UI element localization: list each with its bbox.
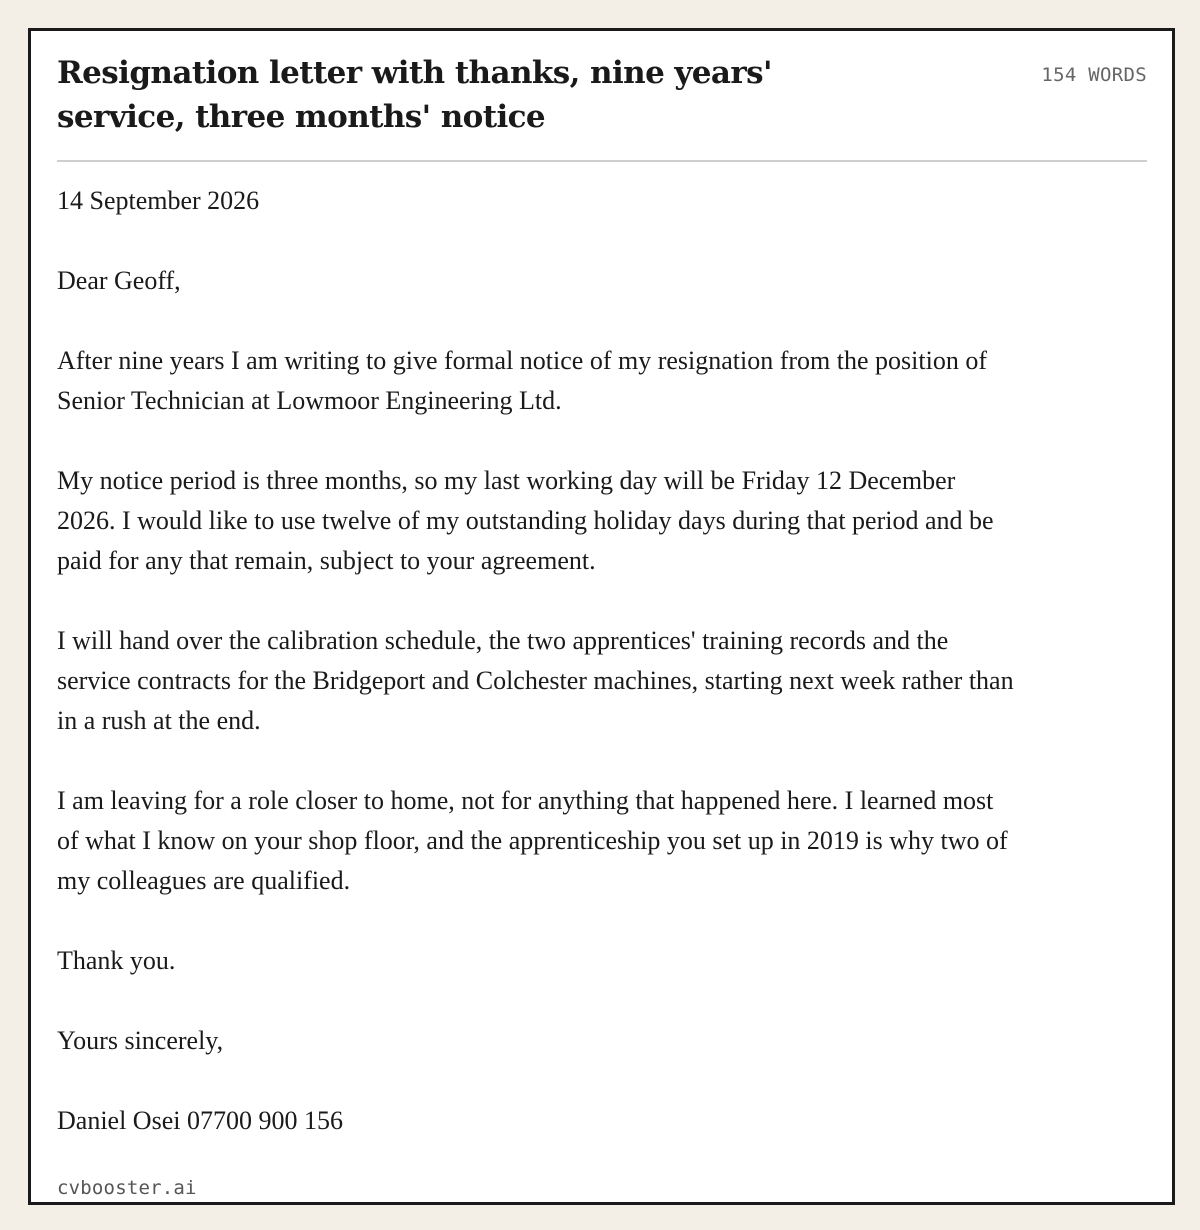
letter-closing: Yours sincerely,: [57, 1026, 224, 1055]
letter-paragraph: Thank you.: [57, 946, 176, 975]
letter-signature: Daniel Osei 07700 900 156: [57, 1106, 343, 1135]
header-divider: [57, 160, 1147, 162]
letter-card: [28, 28, 1175, 1205]
letter-date: 14 September 2026: [57, 186, 260, 215]
letter-header: [57, 51, 1147, 161]
letter-paragraph: My notice period is three months, so my last working day will be Friday 12 December 2026. I would like to use twelve of my outstanding holiday days during that period and be paid for any that remain, subject to your agreement.: [57, 466, 994, 575]
letter-paragraph: I am leaving for a role closer to home, not for anything that happened here. I learned most of what I know on your shop floor, and the apprenticeship you set up in 2019 is why two of my colleagues are qualified.: [57, 786, 1008, 895]
letter-paragraph: I will hand over the calibration schedule, the two apprentices' training records and the service contracts for the Bridgeport and Colchester machines, starting next week rather than in a rush at the end.: [57, 626, 1014, 735]
letter-body: [57, 181, 1017, 1141]
letter-salutation: Dear Geoff,: [57, 266, 181, 295]
word-count-badge: 154 WORDS: [1041, 64, 1147, 86]
page-title: Resignation letter with thanks, nine years' service, three months' notice: [57, 55, 772, 135]
brand-footer: cvbooster.ai: [57, 1177, 197, 1199]
letter-paragraph: After nine years I am writing to give formal notice of my resignation from the position of Senior Technician at Lowmoor Engineering Ltd.: [57, 346, 987, 415]
